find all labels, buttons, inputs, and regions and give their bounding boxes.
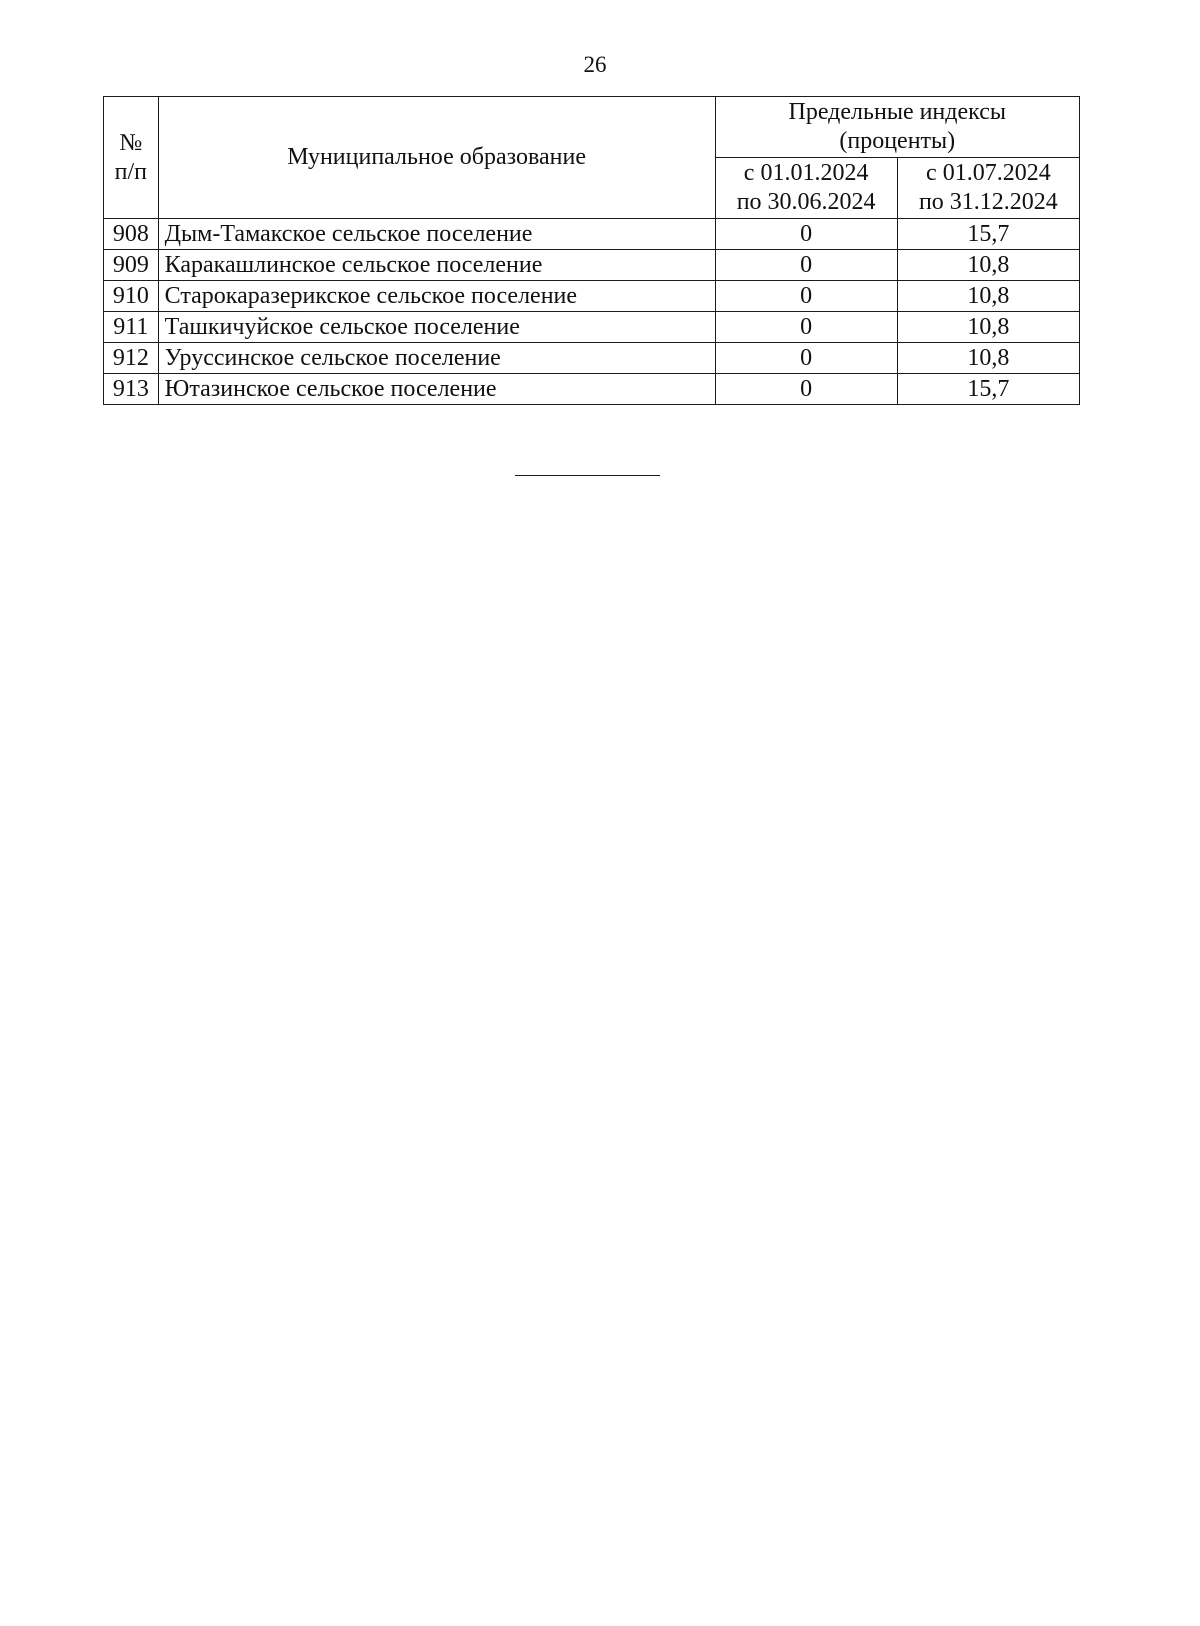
row-municipality: Ютазинское сельское поселение [158, 374, 715, 405]
row-municipality: Ташкичуйское сельское поселение [158, 312, 715, 343]
row-number: 913 [104, 374, 159, 405]
row-index-period-2: 15,7 [897, 374, 1079, 405]
row-index-period-2: 15,7 [897, 219, 1079, 250]
header-num-line1: № [119, 129, 143, 156]
header-period-1-line2: по 30.06.2024 [736, 189, 876, 215]
row-index-period-2: 10,8 [897, 343, 1079, 374]
row-index-period-2: 10,8 [897, 281, 1079, 312]
row-index-period-1: 0 [715, 250, 897, 281]
row-index-period-1: 0 [715, 343, 897, 374]
page-number: 26 [583, 52, 607, 77]
header-period-1 [715, 158, 897, 219]
table-row [104, 219, 1080, 250]
row-index-period-1: 0 [715, 374, 897, 405]
row-number: 909 [104, 250, 159, 281]
table-row [104, 312, 1080, 343]
row-number: 911 [104, 312, 159, 343]
header-period-2-line1: с 01.07.2024 [926, 160, 1051, 187]
row-municipality: Уруссинское сельское поселение [158, 343, 715, 374]
row-index-period-1: 0 [715, 312, 897, 343]
header-limit-indices [715, 97, 1079, 158]
header-period-2-line2: по 31.12.2024 [918, 189, 1058, 215]
header-period-1-line1: с 01.01.2024 [743, 160, 869, 187]
header-limit-indices-line1: Предельные индексы [788, 99, 1006, 126]
header-num [104, 97, 159, 219]
row-number: 912 [104, 343, 159, 374]
row-index-period-1: 0 [715, 219, 897, 250]
table-row [104, 343, 1080, 374]
table-row [104, 374, 1080, 405]
header-num-line2: п/п [114, 158, 148, 185]
header-period-2 [897, 158, 1079, 219]
row-municipality: Старокаразерикское сельское поселение [158, 281, 715, 312]
row-municipality: Каракашлинское сельское поселение [158, 250, 715, 281]
header-limit-indices-line2: (проценты) [839, 128, 956, 154]
table-row [104, 281, 1080, 312]
table-header [104, 97, 1080, 219]
row-municipality: Дым-Тамакское сельское поселение [158, 219, 715, 250]
table-row [104, 250, 1080, 281]
closing-divider [515, 475, 660, 476]
row-number: 910 [104, 281, 159, 312]
row-index-period-1: 0 [715, 281, 897, 312]
header-municipality: Муниципальное образование [158, 97, 715, 219]
row-index-period-2: 10,8 [897, 250, 1079, 281]
table-body [104, 219, 1080, 405]
indices-table [103, 96, 1080, 405]
row-number: 908 [104, 219, 159, 250]
row-index-period-2: 10,8 [897, 312, 1079, 343]
